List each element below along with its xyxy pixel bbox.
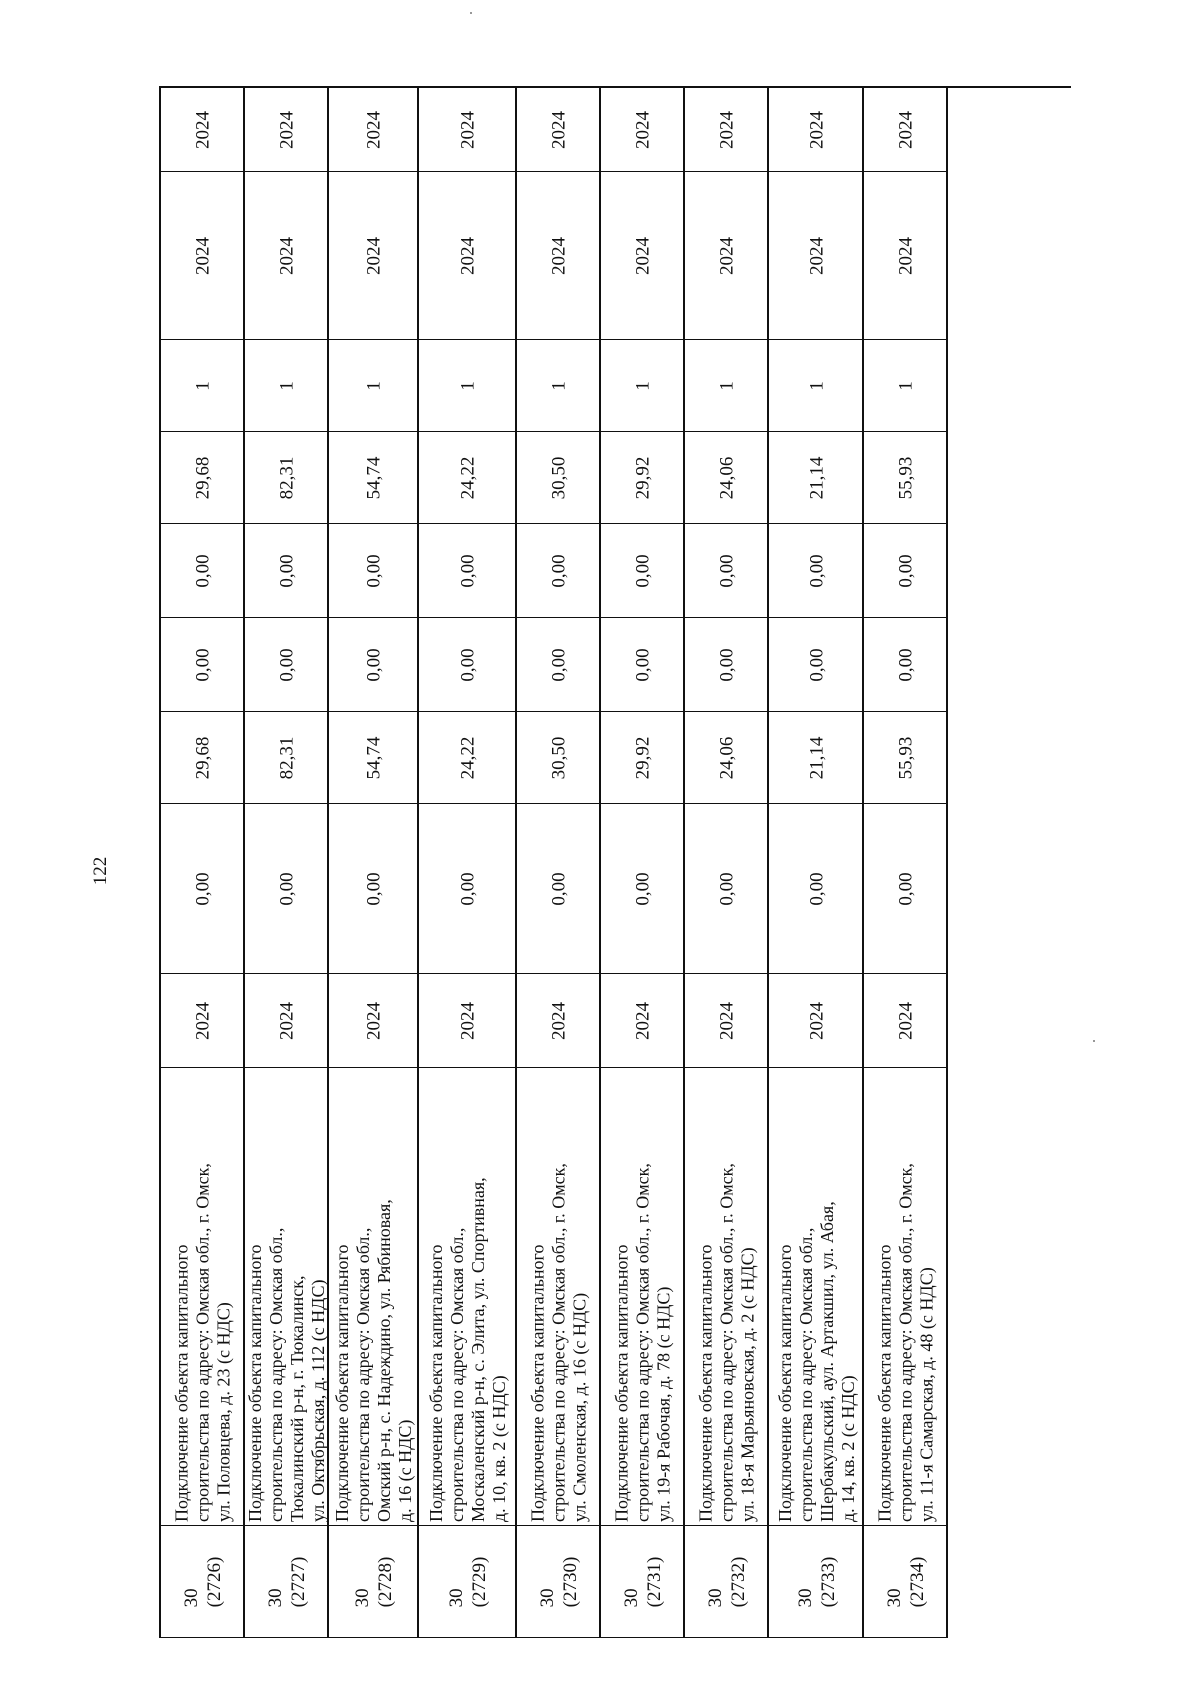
row-year3: 2024 — [457, 110, 479, 149]
row-description: Подключение объекта капитального строительства по адресу: Омская обл., Тюкалинский р-н, г. Тюкалинск, ул. Октябрьская, д. 112 (с НДС) — [245, 1227, 328, 1522]
table-cell-year1 — [517, 974, 601, 1068]
table-cell-count — [864, 340, 948, 432]
row-count: 1 — [363, 380, 385, 391]
table-cell-v4 — [769, 524, 864, 618]
table-cell-description — [864, 1068, 948, 1526]
row-v4: 0,00 — [276, 553, 298, 588]
table-cell-numcode — [601, 1526, 685, 1638]
table-cell-v1 — [161, 804, 245, 974]
row-year3: 2024 — [548, 110, 570, 149]
table-cell-numcode — [769, 1526, 864, 1638]
row-description: Подключение объекта капитального строительства по адресу: Омская обл., г. Омск, ул. 19-я Рабочая, д. 78 (с НДС) — [611, 1162, 674, 1522]
row-number: 30 (2733) — [794, 1556, 839, 1607]
row-v3: 0,00 — [716, 647, 738, 682]
table-row — [419, 88, 517, 1638]
row-year2: 2024 — [716, 236, 738, 275]
row-v1: 0,00 — [457, 871, 479, 906]
row-number: 30 (2728) — [352, 1556, 396, 1607]
table-cell-v4 — [245, 524, 329, 618]
table-row — [864, 88, 948, 1638]
row-v2: 55,93 — [895, 736, 917, 779]
row-v5: 82,31 — [276, 456, 298, 499]
row-number: 30 (2734) — [884, 1556, 928, 1607]
table-cell-year3 — [329, 88, 419, 172]
row-year1: 2024 — [716, 1001, 738, 1040]
row-v3: 0,00 — [632, 647, 654, 682]
row-year1: 2024 — [192, 1001, 214, 1040]
row-count: 1 — [895, 380, 917, 391]
row-v1: 0,00 — [632, 871, 654, 906]
row-number: 30 (2732) — [705, 1556, 749, 1607]
table-cell-v4 — [601, 524, 685, 618]
row-v4: 0,00 — [363, 553, 385, 588]
row-description: Подключение объекта капитального строительства по адресу: Омская обл., Омский р-н, с. Надеждино, ул. Рябиновая, д. 16 (с НДС) — [332, 1198, 415, 1522]
table-cell-year2 — [685, 172, 769, 340]
row-description: Подключение объекта капитального строительства по адресу: Омская обл., г. Омск, ул. Половцева, д. 23 (с НДС) — [171, 1162, 234, 1522]
table-cell-v5 — [517, 432, 601, 524]
table-cell-count — [161, 340, 245, 432]
row-v4: 0,00 — [632, 553, 654, 588]
row-year1: 2024 — [363, 1001, 385, 1040]
table-cell-v5 — [685, 432, 769, 524]
table-cell-year2 — [769, 172, 864, 340]
row-v1: 0,00 — [192, 871, 214, 906]
row-description: Подключение объекта капитального строительства по адресу: Омская обл., г. Омск, ул. 11-я Самарская, д. 48 (с НДС) — [874, 1162, 937, 1522]
row-v3: 0,00 — [548, 647, 570, 682]
table-cell-year1 — [601, 974, 685, 1068]
row-number: 30 (2730) — [537, 1556, 581, 1607]
row-year2: 2024 — [192, 236, 214, 275]
row-v1: 0,00 — [895, 871, 917, 906]
row-v4: 0,00 — [548, 553, 570, 588]
table-cell-numcode — [329, 1526, 419, 1638]
table-cell-v2 — [329, 712, 419, 804]
table-cell-v2 — [245, 712, 329, 804]
row-year3: 2024 — [363, 110, 385, 149]
table-cell-description — [685, 1068, 769, 1526]
table-cell-description — [161, 1068, 245, 1526]
table-cell-numcode — [161, 1526, 245, 1638]
row-v4: 0,00 — [806, 553, 827, 588]
row-year3: 2024 — [192, 110, 214, 149]
row-v2: 29,92 — [632, 736, 654, 779]
table-cell-year1 — [419, 974, 517, 1068]
table-cell-description — [419, 1068, 517, 1526]
row-year3: 2024 — [716, 110, 738, 149]
row-count: 1 — [457, 380, 479, 391]
table-cell-year2 — [419, 172, 517, 340]
row-v4: 0,00 — [457, 553, 479, 588]
table-cell-description — [245, 1068, 329, 1526]
table-row — [161, 88, 245, 1638]
table-cell-year3 — [601, 88, 685, 172]
table-cell-year3 — [419, 88, 517, 172]
table-cell-description — [601, 1068, 685, 1526]
table-cell-numcode — [419, 1526, 517, 1638]
table-cell-year2 — [864, 172, 948, 340]
row-year3: 2024 — [895, 110, 917, 149]
data-table — [159, 86, 1071, 1638]
table-row — [329, 88, 419, 1638]
table-cell-v5 — [601, 432, 685, 524]
table-cell-v5 — [769, 432, 864, 524]
table-cell-v2 — [769, 712, 864, 804]
row-count: 1 — [276, 380, 298, 391]
table-cell-year2 — [161, 172, 245, 340]
row-description: Подключение объекта капитального строительства по адресу: Омская обл., Шербакульский, аул. Артакшил, ул. Абая, д. 14, кв. 2 (с НДС) — [774, 1200, 858, 1522]
table-cell-v3 — [161, 618, 245, 712]
row-v3: 0,00 — [363, 647, 385, 682]
row-v1: 0,00 — [806, 871, 827, 906]
table-cell-year2 — [329, 172, 419, 340]
table-cell-v3 — [517, 618, 601, 712]
row-v2: 24,06 — [716, 736, 738, 779]
row-year2: 2024 — [632, 236, 654, 275]
table-cell-year3 — [245, 88, 329, 172]
row-v3: 0,00 — [276, 647, 298, 682]
table-cell-year3 — [769, 88, 864, 172]
table-cell-numcode — [245, 1526, 329, 1638]
table-cell-count — [685, 340, 769, 432]
row-v1: 0,00 — [276, 871, 298, 906]
table-cell-year1 — [329, 974, 419, 1068]
table-cell-description — [769, 1068, 864, 1526]
row-v4: 0,00 — [895, 553, 917, 588]
row-v5: 30,50 — [548, 456, 570, 499]
table-cell-v4 — [161, 524, 245, 618]
table-row — [769, 88, 864, 1638]
table-cell-year3 — [864, 88, 948, 172]
row-v2: 21,14 — [806, 736, 827, 779]
table-cell-year1 — [685, 974, 769, 1068]
row-v3: 0,00 — [895, 647, 917, 682]
row-count: 1 — [716, 380, 738, 391]
row-year3: 2024 — [632, 110, 654, 149]
table-cell-v1 — [601, 804, 685, 974]
table-cell-year1 — [245, 974, 329, 1068]
row-year2: 2024 — [548, 236, 570, 275]
row-number: 30 (2729) — [446, 1556, 490, 1607]
table-cell-v3 — [601, 618, 685, 712]
row-v4: 0,00 — [192, 553, 214, 588]
table-cell-v2 — [685, 712, 769, 804]
row-year2: 2024 — [895, 236, 917, 275]
row-v2: 54,74 — [363, 736, 385, 779]
table-cell-v2 — [601, 712, 685, 804]
table-cell-count — [601, 340, 685, 432]
row-description: Подключение объекта капитального строительства по адресу: Омская обл., г. Омск, ул. Смоленская, д. 16 (с НДС) — [527, 1162, 590, 1522]
table-cell-year3 — [517, 88, 601, 172]
table-cell-v2 — [419, 712, 517, 804]
table-cell-v5 — [329, 432, 419, 524]
table-cell-year1 — [864, 974, 948, 1068]
row-v3: 0,00 — [457, 647, 479, 682]
row-year2: 2024 — [806, 236, 827, 275]
table-cell-v5 — [245, 432, 329, 524]
row-year2: 2024 — [363, 236, 385, 275]
table-cell-v4 — [329, 524, 419, 618]
table-cell-year2 — [245, 172, 329, 340]
table-cell-description — [517, 1068, 601, 1526]
table-cell-year2 — [601, 172, 685, 340]
table-row — [685, 88, 769, 1638]
row-v1: 0,00 — [716, 871, 738, 906]
row-count: 1 — [548, 380, 570, 391]
table-cell-numcode — [517, 1526, 601, 1638]
row-v5: 29,68 — [192, 456, 214, 499]
row-year3: 2024 — [806, 110, 827, 149]
table-row — [517, 88, 601, 1638]
row-v3: 0,00 — [806, 647, 827, 682]
row-v2: 82,31 — [276, 736, 298, 779]
row-v5: 24,06 — [716, 456, 738, 499]
table-cell-v1 — [685, 804, 769, 974]
row-v5: 24,22 — [457, 456, 479, 499]
table-cell-v3 — [864, 618, 948, 712]
row-description: Подключение объекта капитального строительства по адресу: Омская обл., г. Омск, ул. 18-я Марьяновская, д. 2 (с НДС) — [695, 1162, 758, 1522]
row-count: 1 — [192, 380, 214, 391]
row-v2: 24,22 — [457, 736, 479, 779]
table-row — [245, 88, 329, 1638]
table-cell-v2 — [161, 712, 245, 804]
table-cell-v5 — [864, 432, 948, 524]
table-cell-year1 — [161, 974, 245, 1068]
table-cell-v1 — [419, 804, 517, 974]
row-count: 1 — [806, 380, 827, 391]
row-year3: 2024 — [276, 110, 298, 149]
row-year2: 2024 — [276, 236, 298, 275]
table-cell-v4 — [864, 524, 948, 618]
row-number: 30 (2726) — [181, 1556, 225, 1607]
row-description: Подключение объекта капитального строительства по адресу: Омская обл., Москаленский р-н, с. Элита, ул. Спортивная, д. 10, кв. 2 (с НДС) — [426, 1176, 509, 1522]
table-cell-v2 — [864, 712, 948, 804]
table-cell-year3 — [685, 88, 769, 172]
table-cell-v1 — [517, 804, 601, 974]
table-cell-numcode — [685, 1526, 769, 1638]
row-v2: 29,68 — [192, 736, 214, 779]
row-v1: 0,00 — [363, 871, 385, 906]
table-cell-v1 — [245, 804, 329, 974]
table-cell-year2 — [517, 172, 601, 340]
table-cell-description — [329, 1068, 419, 1526]
row-year1: 2024 — [632, 1001, 654, 1040]
table-cell-year1 — [769, 974, 864, 1068]
row-count: 1 — [632, 380, 654, 391]
table-cell-v1 — [329, 804, 419, 974]
table-cell-v5 — [161, 432, 245, 524]
row-year2: 2024 — [457, 236, 479, 275]
scan-speck — [470, 12, 472, 14]
row-year1: 2024 — [548, 1001, 570, 1040]
table-row — [601, 88, 685, 1638]
table-cell-v1 — [864, 804, 948, 974]
row-v4: 0,00 — [716, 553, 738, 588]
row-v5: 29,92 — [632, 456, 654, 499]
table-cell-v4 — [419, 524, 517, 618]
row-v1: 0,00 — [548, 871, 570, 906]
table-cell-count — [517, 340, 601, 432]
table-cell-numcode — [864, 1526, 948, 1638]
table-cell-count — [329, 340, 419, 432]
table-cell-v4 — [517, 524, 601, 618]
row-number: 30 (2731) — [621, 1556, 665, 1607]
table-cell-v3 — [329, 618, 419, 712]
table-cell-v3 — [685, 618, 769, 712]
row-number: 30 (2727) — [265, 1556, 309, 1607]
table-cell-v3 — [769, 618, 864, 712]
table-cell-v2 — [517, 712, 601, 804]
row-v2: 30,50 — [548, 736, 570, 779]
table-cell-v3 — [419, 618, 517, 712]
page-number: 122 — [90, 856, 111, 886]
row-v3: 0,00 — [192, 647, 214, 682]
table-cell-v1 — [769, 804, 864, 974]
row-year1: 2024 — [895, 1001, 917, 1040]
table-cell-year3 — [161, 88, 245, 172]
row-year1: 2024 — [457, 1001, 479, 1040]
table-cell-count — [245, 340, 329, 432]
row-v5: 21,14 — [806, 456, 827, 499]
table-cell-v5 — [419, 432, 517, 524]
table-cell-count — [769, 340, 864, 432]
row-year1: 2024 — [276, 1001, 298, 1040]
row-v5: 54,74 — [363, 456, 385, 499]
table-cell-count — [419, 340, 517, 432]
scan-speck — [1093, 1040, 1095, 1042]
table-cell-v4 — [685, 524, 769, 618]
row-year1: 2024 — [806, 1001, 827, 1040]
row-v5: 55,93 — [895, 456, 917, 499]
table-cell-v3 — [245, 618, 329, 712]
